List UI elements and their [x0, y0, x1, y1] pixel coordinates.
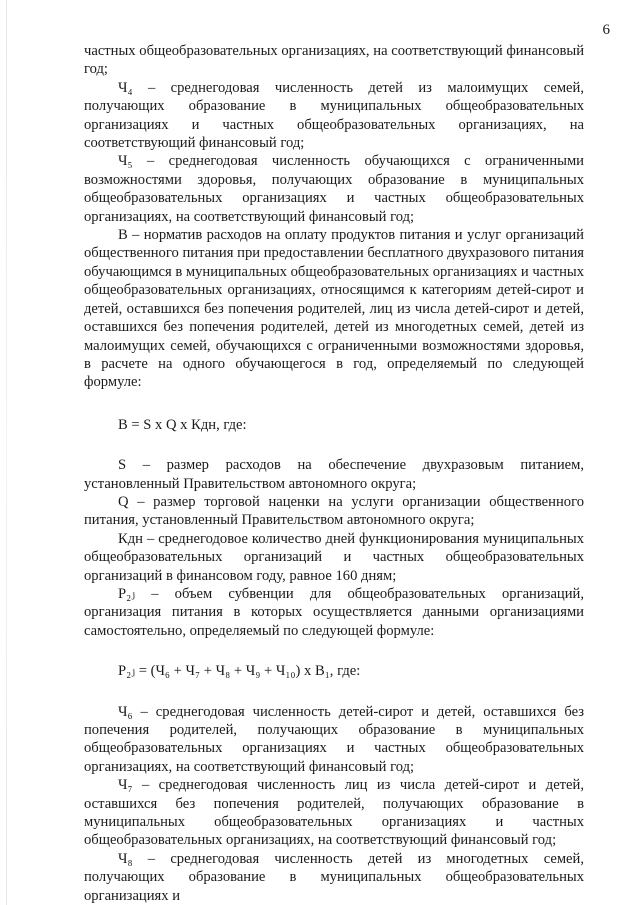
paragraph: Q – размер торговой наценки на услуги организации общественного питания, установленный Правительством автономного округа;: [84, 493, 584, 529]
paragraph: частных общеобразовательных организациях, на соответствующий финансовый год;: [84, 43, 584, 78]
scan-edge: [6, 0, 7, 905]
paragraph: Р₂ⱼ – объем субвенции для общеобразовательных организаций, организация питания в которых осуществляется данными организациями самостоятельно, определяемый по следующей формуле:: [84, 585, 584, 639]
formula: В = S х Q х Кдн, где:: [118, 416, 247, 433]
page-number: 6: [602, 22, 610, 38]
paragraph: Ч₈ – среднегодовая численность детей из многодетных семей, получающих образование в муниципальных общеобразовательных организациях и: [84, 850, 584, 904]
formula: Р₂ⱼ = (Ч₆ + Ч₇ + Ч₈ + Ч₉ + Ч₁₀) х В₁, где:: [118, 663, 361, 680]
paragraph: В – норматив расходов на оплату продуктов питания и услуг организаций общественного питания при предоставлении бесплатного двухразового питания обучающимся в муниципальных общеобразовательных организациях и частных общеобразовательных организациях, относящимся к категориям детей-сирот и детей, оставшихся без попечения родителей, лиц из числа детей-сирот и детей, оставшихся без попечения родителей, детей из многодетных семей, детей из малоимущих семей, обучающихся с ограниченными возможностями здоровья, в расчете на одного обучающегося в год, определяемый по следующей формуле:: [84, 227, 584, 391]
paragraph: S – размер расходов на обеспечение двухразовым питанием, установленный Правительством автономного округа;: [84, 457, 584, 492]
paragraph: Ч₆ – среднегодовая численность детей-сирот и детей, оставшихся без попечения родителей, получающих образование в муниципальных общеобразовательных организациях и частных общеобразовательных организациях, на соответствующий финансовый год;: [84, 703, 584, 775]
paragraph: Ч₄ – среднегодовая численность детей из малоимущих семей, получающих образование в муниципальных общеобразовательных организациях и частных общеобразовательных организациях, на соответствующий финансовый год;: [84, 79, 584, 152]
paragraph: Кдн – среднегодовое количество дней функционирования муниципальных общеобразовательных организаций и частных общеобразовательных организаций в финансовом году, равное 160 дням;: [84, 530, 584, 584]
paragraph: Ч₅ – среднегодовая численность обучающихся с ограниченными возможностями здоровья, получающих образование в муниципальных общеобразовательных организациях и частных общеобразовательных организациях, на соответствующий финансовый год;: [84, 153, 584, 225]
paragraph: Ч₇ – среднегодовая численность лиц из числа детей-сирот и детей, оставшихся без попечения родителей, получающих образование в муниципальных общеобразовательных организациях и частных общеобразовательных организациях, на соответствующий финансовый год;: [84, 777, 584, 849]
document-body: [84, 42, 584, 905]
